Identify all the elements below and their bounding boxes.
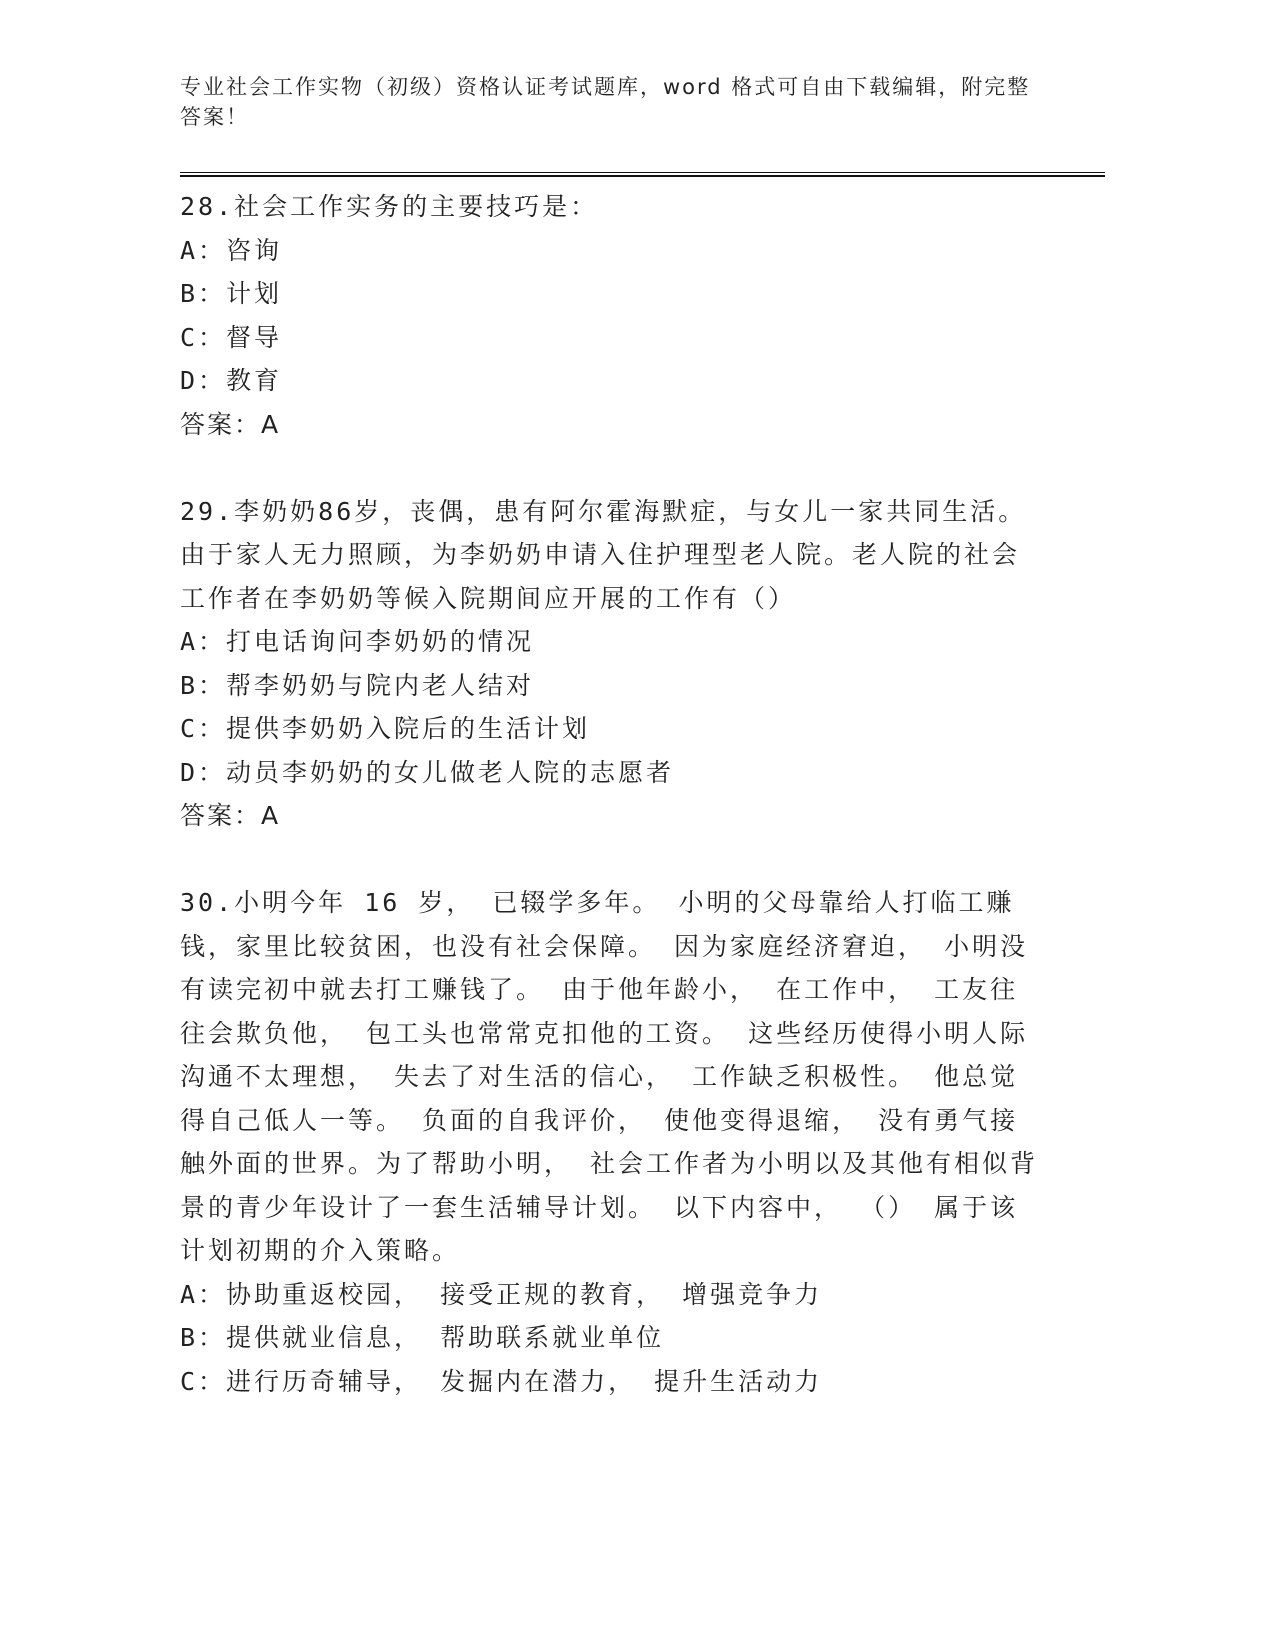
question-stem: 28.社会工作实务的主要技巧是： xyxy=(180,192,599,221)
option-c: C：提供李奶奶入院后的生活计划 xyxy=(180,714,591,743)
option-b: B：提供就业信息， 帮助联系就业单位 xyxy=(180,1323,665,1352)
document-header: 专业社会工作实物（初级）资格认证考试题库，word 格式可自由下载编辑，附完整答案！ xyxy=(180,75,1031,129)
option-a: A：咨询 xyxy=(180,235,283,265)
question-spacer xyxy=(180,446,1040,490)
option-b: B：计划 xyxy=(180,279,283,308)
question-30 xyxy=(180,881,1040,1403)
question-spacer xyxy=(180,838,1040,882)
answer-line: 答案：A xyxy=(180,801,281,830)
option-d: D：动员李奶奶的女儿做老人院的志愿者 xyxy=(180,757,675,787)
option-d: D：教育 xyxy=(180,366,283,395)
option-b: B：帮李奶奶与院内老人结对 xyxy=(180,670,535,700)
question-29 xyxy=(180,490,1040,838)
question-stem: 30.小明今年 16 岁， 已辍学多年。 小明的父母靠给人打临工赚钱，家里比较贫困，也没有社会保障。 因为家庭经济窘迫， 小明没有读完初中就去打工赚钱了。 由于他年龄小， 在工作中， 工友往往会欺负他， 包工头也常常克扣他的工资。 这些经历使得小明人际沟通不太理想， 失去了对生活的信心， 工作缺乏积极性。 他总觉得自己低人一等。 负面的自我评价， 使他变得退缩， 没有勇气接触外面的世界。为了帮助小明， 社会工作者为小明以及其他有相似背景的青少年设计了一套生活辅导计划。 以下内容中， （） 属于该计划初期的介入策略。 xyxy=(180,888,1039,1265)
question-list xyxy=(180,185,1040,1403)
header-divider-thick xyxy=(180,175,1105,177)
header-divider-thin xyxy=(180,172,1105,173)
question-28 xyxy=(180,185,1040,446)
option-c: C：督导 xyxy=(180,322,283,352)
option-c: C：进行历奇辅导， 发掘内在潜力， 提升生活动力 xyxy=(180,1366,823,1396)
option-a: A：打电话询问李奶奶的情况 xyxy=(180,627,535,656)
option-a: A：协助重返校园， 接受正规的教育， 增强竞争力 xyxy=(180,1279,823,1309)
answer-line: 答案：A xyxy=(180,409,281,439)
question-stem: 29.李奶奶86岁，丧偶，患有阿尔霍海默症，与女儿一家共同生活。由于家人无力照顾，为李奶奶申请入住护理型老人院。老人院的社会工作者在李奶奶等候入院期间应开展的工作有（） xyxy=(180,496,1027,613)
